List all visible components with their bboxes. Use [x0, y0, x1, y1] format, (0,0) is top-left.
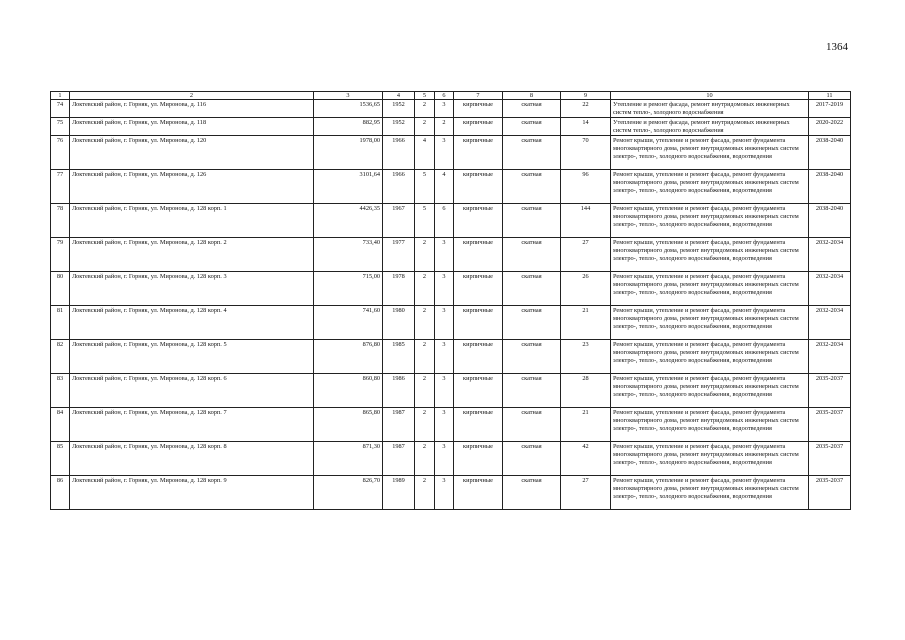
wall-material-cell: кирпичные: [454, 170, 503, 204]
year-cell: 1980: [383, 306, 415, 340]
wall-material-cell: кирпичные: [454, 476, 503, 510]
works-cell: Ремонт крыши, утепление и ремонт фасада, ремонт фундамента многоквартирного дома, ремонт внутридомовых инженерных систем электро-, тепло-, холодного водоснабжения, водоотведения: [611, 408, 809, 442]
floors-cell: 2: [415, 408, 435, 442]
year-cell: 1985: [383, 340, 415, 374]
floors-cell: 5: [415, 204, 435, 238]
table-row: [51, 408, 851, 442]
roof-type-cell: скатная: [503, 306, 561, 340]
works-cell: Ремонт крыши, утепление и ремонт фасада, ремонт фундамента многоквартирного дома, ремонт внутридомовых инженерных систем электро-, тепло-, холодного водоснабжения, водоотведения: [611, 204, 809, 238]
entrances-cell: 3: [435, 136, 454, 170]
wall-material-cell: кирпичные: [454, 238, 503, 272]
roof-type-cell: скатная: [503, 408, 561, 442]
year-cell: 1967: [383, 204, 415, 238]
area-cell: 715,00: [314, 272, 383, 306]
entrances-cell: 3: [435, 408, 454, 442]
column-number-row: [51, 92, 851, 100]
year-cell: 1986: [383, 374, 415, 408]
entrances-cell: 3: [435, 238, 454, 272]
roof-type-cell: скатная: [503, 118, 561, 136]
address-cell: Локтевский район, г. Горняк, ул. Миронова, д. 128 корп. 9: [70, 476, 314, 510]
register-body: [51, 92, 851, 510]
floors-cell: 2: [415, 340, 435, 374]
row-number-cell: 78: [51, 204, 70, 238]
roof-type-cell: скатная: [503, 136, 561, 170]
address-cell: Локтевский район, г. Горняк, ул. Миронова, д. 128 корп. 5: [70, 340, 314, 374]
area-cell: 826,70: [314, 476, 383, 510]
row-number-cell: 81: [51, 306, 70, 340]
table-row: [51, 204, 851, 238]
roof-type-cell: скатная: [503, 100, 561, 118]
roof-type-cell: скатная: [503, 238, 561, 272]
wall-material-cell: кирпичные: [454, 306, 503, 340]
table-row: [51, 272, 851, 306]
wall-material-cell: кирпичные: [454, 442, 503, 476]
residents-cell: 21: [561, 408, 611, 442]
floors-cell: 2: [415, 306, 435, 340]
row-number-cell: 85: [51, 442, 70, 476]
entrances-cell: 2: [435, 118, 454, 136]
floors-cell: 2: [415, 442, 435, 476]
residents-cell: 22: [561, 100, 611, 118]
floors-cell: 5: [415, 170, 435, 204]
residents-cell: 28: [561, 374, 611, 408]
area-cell: 882,95: [314, 118, 383, 136]
floors-cell: 2: [415, 100, 435, 118]
period-cell: 2017-2019: [809, 100, 851, 118]
year-cell: 1952: [383, 100, 415, 118]
residents-cell: 27: [561, 476, 611, 510]
wall-material-cell: кирпичные: [454, 204, 503, 238]
entrances-cell: 3: [435, 442, 454, 476]
address-cell: Локтевский район, г. Горняк, ул. Миронова, д. 116: [70, 100, 314, 118]
table-row: [51, 340, 851, 374]
works-cell: Ремонт крыши, утепление и ремонт фасада, ремонт фундамента многоквартирного дома, ремонт внутридомовых инженерных систем электро-, тепло-, холодного водоснабжения, водоотведения: [611, 442, 809, 476]
address-cell: Локтевский район, г. Горняк, ул. Миронова, д. 128 корп. 6: [70, 374, 314, 408]
works-cell: Ремонт крыши, утепление и ремонт фасада, ремонт фундамента многоквартирного дома, ремонт внутридомовых инженерных систем электро-, тепло-, холодного водоснабжения, водоотведения: [611, 340, 809, 374]
year-cell: 1989: [383, 476, 415, 510]
residents-cell: 27: [561, 238, 611, 272]
entrances-cell: 3: [435, 306, 454, 340]
period-cell: 2032-2034: [809, 306, 851, 340]
residents-cell: 42: [561, 442, 611, 476]
area-cell: 1536,65: [314, 100, 383, 118]
row-number-cell: 82: [51, 340, 70, 374]
residents-cell: 26: [561, 272, 611, 306]
floors-cell: 4: [415, 136, 435, 170]
column-number: 9: [561, 92, 611, 100]
year-cell: 1978: [383, 272, 415, 306]
column-number: 4: [383, 92, 415, 100]
row-number-cell: 84: [51, 408, 70, 442]
table-row: [51, 476, 851, 510]
area-cell: 4426,35: [314, 204, 383, 238]
table-row: [51, 374, 851, 408]
period-cell: 2020-2022: [809, 118, 851, 136]
roof-type-cell: скатная: [503, 374, 561, 408]
wall-material-cell: кирпичные: [454, 136, 503, 170]
roof-type-cell: скатная: [503, 204, 561, 238]
works-cell: Ремонт крыши, утепление и ремонт фасада, ремонт фундамента многоквартирного дома, ремонт внутридомовых инженерных систем электро-, тепло-, холодного водоснабжения, водоотведения: [611, 374, 809, 408]
address-cell: Локтевский район, г. Горняк, ул. Миронова, д. 128 корп. 4: [70, 306, 314, 340]
roof-type-cell: скатная: [503, 476, 561, 510]
works-cell: Ремонт крыши, утепление и ремонт фасада, ремонт фундамента многоквартирного дома, ремонт внутридомовых инженерных систем электро-, тепло-, холодного водоснабжения, водоотведения: [611, 306, 809, 340]
residents-cell: 96: [561, 170, 611, 204]
address-cell: Локтевский район, г. Горняк, ул. Миронова, д. 128 корп. 8: [70, 442, 314, 476]
column-number: 6: [435, 92, 454, 100]
address-cell: Локтевский район, г. Горняк, ул. Миронова, д. 128 корп. 3: [70, 272, 314, 306]
row-number-cell: 80: [51, 272, 70, 306]
area-cell: 865,80: [314, 408, 383, 442]
row-number-cell: 76: [51, 136, 70, 170]
floors-cell: 2: [415, 238, 435, 272]
row-number-cell: 77: [51, 170, 70, 204]
works-cell: Ремонт крыши, утепление и ремонт фасада, ремонт фундамента многоквартирного дома, ремонт внутридомовых инженерных систем электро-, тепло-, холодного водоснабжения, водоотведения: [611, 170, 809, 204]
year-cell: 1977: [383, 238, 415, 272]
entrances-cell: 3: [435, 476, 454, 510]
works-cell: Ремонт крыши, утепление и ремонт фасада, ремонт фундамента многоквартирного дома, ремонт внутридомовых инженерных систем электро-, тепло-, холодного водоснабжения, водоотведения: [611, 238, 809, 272]
repair-register-table: [50, 91, 851, 510]
row-number-cell: 79: [51, 238, 70, 272]
column-number: 7: [454, 92, 503, 100]
period-cell: 2035-2037: [809, 374, 851, 408]
year-cell: 1952: [383, 118, 415, 136]
column-number: 10: [611, 92, 809, 100]
period-cell: 2032-2034: [809, 340, 851, 374]
works-cell: Ремонт крыши, утепление и ремонт фасада, ремонт фундамента многоквартирного дома, ремонт внутридомовых инженерных систем электро-, тепло-, холодного водоснабжения, водоотведения: [611, 136, 809, 170]
area-cell: 871,30: [314, 442, 383, 476]
column-number: 2: [70, 92, 314, 100]
table-row: [51, 442, 851, 476]
residents-cell: 14: [561, 118, 611, 136]
row-number-cell: 83: [51, 374, 70, 408]
wall-material-cell: кирпичные: [454, 340, 503, 374]
entrances-cell: 4: [435, 170, 454, 204]
address-cell: Локтевский район, г. Горняк, ул. Миронова, д. 126: [70, 170, 314, 204]
floors-cell: 2: [415, 118, 435, 136]
address-cell: Локтевский район, г. Горняк, ул. Миронова, д. 120: [70, 136, 314, 170]
roof-type-cell: скатная: [503, 272, 561, 306]
table-row: [51, 136, 851, 170]
year-cell: 1966: [383, 170, 415, 204]
period-cell: 2032-2034: [809, 238, 851, 272]
period-cell: 2035-2037: [809, 476, 851, 510]
residents-cell: 23: [561, 340, 611, 374]
entrances-cell: 6: [435, 204, 454, 238]
floors-cell: 2: [415, 272, 435, 306]
period-cell: 2038-2040: [809, 204, 851, 238]
table-row: [51, 170, 851, 204]
row-number-cell: 75: [51, 118, 70, 136]
column-number: 5: [415, 92, 435, 100]
works-cell: Ремонт крыши, утепление и ремонт фасада, ремонт фундамента многоквартирного дома, ремонт внутридомовых инженерных систем электро-, тепло-, холодного водоснабжения, водоотведения: [611, 476, 809, 510]
roof-type-cell: скатная: [503, 170, 561, 204]
page-number: 1364: [826, 41, 848, 53]
roof-type-cell: скатная: [503, 340, 561, 374]
table-row: [51, 118, 851, 136]
address-cell: Локтевский район, г. Горняк, ул. Миронова, д. 128 корп. 1: [70, 204, 314, 238]
entrances-cell: 3: [435, 374, 454, 408]
table-row: [51, 100, 851, 118]
works-cell: Утепление и ремонт фасада, ремонт внутридомовых инженерных систем тепло-, холодного водоснабжения: [611, 100, 809, 118]
works-cell: Ремонт крыши, утепление и ремонт фасада, ремонт фундамента многоквартирного дома, ремонт внутридомовых инженерных систем электро-, тепло-, холодного водоснабжения, водоотведения: [611, 272, 809, 306]
residents-cell: 70: [561, 136, 611, 170]
area-cell: 733,40: [314, 238, 383, 272]
entrances-cell: 3: [435, 272, 454, 306]
address-cell: Локтевский район, г. Горняк, ул. Миронова, д. 118: [70, 118, 314, 136]
period-cell: 2038-2040: [809, 170, 851, 204]
area-cell: 1978,00: [314, 136, 383, 170]
wall-material-cell: кирпичные: [454, 272, 503, 306]
year-cell: 1966: [383, 136, 415, 170]
year-cell: 1987: [383, 408, 415, 442]
area-cell: 741,60: [314, 306, 383, 340]
period-cell: 2035-2037: [809, 408, 851, 442]
period-cell: 2035-2037: [809, 442, 851, 476]
row-number-cell: 86: [51, 476, 70, 510]
works-cell: Утепление и ремонт фасада, ремонт внутридомовых инженерных систем тепло-, холодного водоснабжения: [611, 118, 809, 136]
address-cell: Локтевский район, г. Горняк, ул. Миронова, д. 128 корп. 7: [70, 408, 314, 442]
floors-cell: 2: [415, 476, 435, 510]
period-cell: 2038-2040: [809, 136, 851, 170]
period-cell: 2032-2034: [809, 272, 851, 306]
column-number: 1: [51, 92, 70, 100]
floors-cell: 2: [415, 374, 435, 408]
table-row: [51, 238, 851, 272]
roof-type-cell: скатная: [503, 442, 561, 476]
address-cell: Локтевский район, г. Горняк, ул. Миронова, д. 128 корп. 2: [70, 238, 314, 272]
table-row: [51, 306, 851, 340]
wall-material-cell: кирпичные: [454, 374, 503, 408]
column-number: 11: [809, 92, 851, 100]
row-number-cell: 74: [51, 100, 70, 118]
area-cell: 3101,64: [314, 170, 383, 204]
entrances-cell: 3: [435, 100, 454, 118]
area-cell: 860,80: [314, 374, 383, 408]
wall-material-cell: кирпичные: [454, 100, 503, 118]
column-number: 8: [503, 92, 561, 100]
area-cell: 876,80: [314, 340, 383, 374]
wall-material-cell: кирпичные: [454, 408, 503, 442]
column-number: 3: [314, 92, 383, 100]
year-cell: 1987: [383, 442, 415, 476]
entrances-cell: 3: [435, 340, 454, 374]
residents-cell: 21: [561, 306, 611, 340]
wall-material-cell: кирпичные: [454, 118, 503, 136]
residents-cell: 144: [561, 204, 611, 238]
